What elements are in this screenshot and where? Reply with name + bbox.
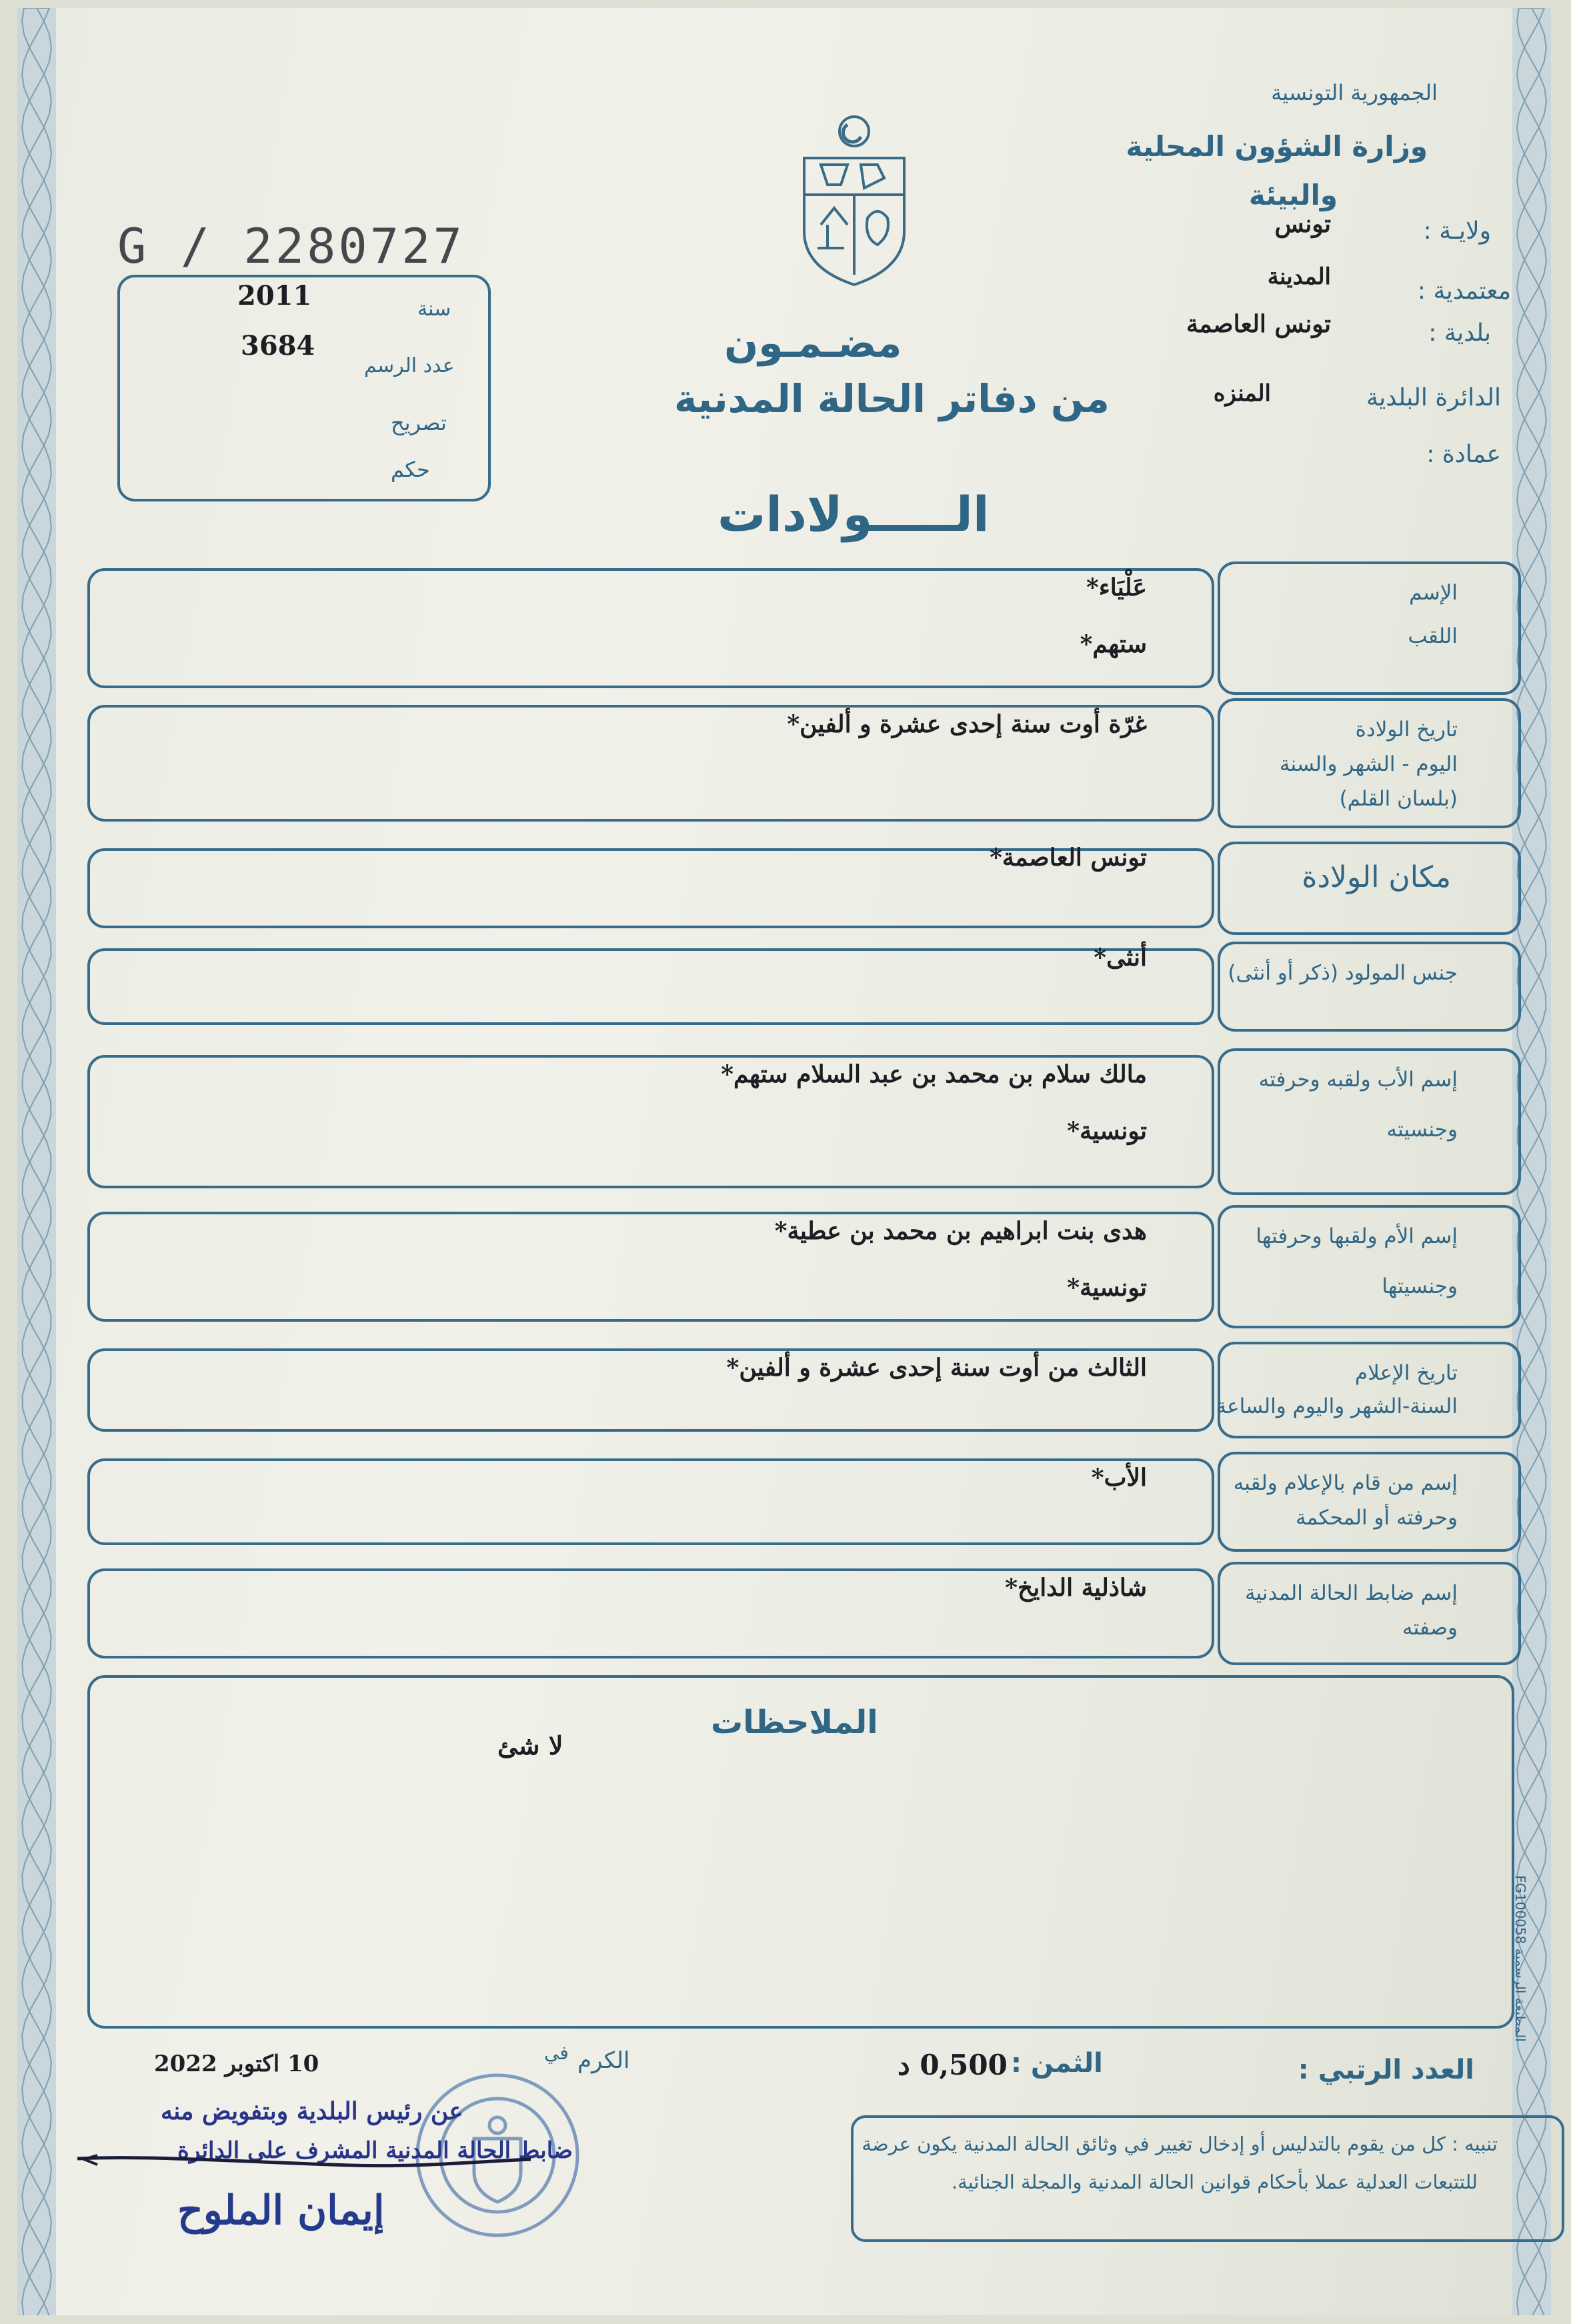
document-serial-number: G / 2280727 [117, 218, 465, 274]
motamadia-value: المدينة [1267, 263, 1331, 290]
field-value: تونس العاصمة* [990, 844, 1147, 872]
field-value-box [87, 1458, 1214, 1545]
price-label: الثمن : [1011, 2048, 1103, 2079]
baladia-label: بلدية : [1428, 319, 1491, 347]
field-value: الثالث من أوت سنة إحدى عشرة و ألفين* [726, 1354, 1147, 1382]
daira-label: الدائرة البلدية [1366, 384, 1501, 411]
field-label: (بلسان القلم) [1339, 787, 1458, 811]
issue-date-prefix: في [544, 2042, 569, 2064]
serial-order-label: العدد الرتبي : [1298, 2055, 1474, 2085]
field-label: إسم الأب ولقبه وحرفته [1258, 1068, 1458, 1092]
motamadia-label: معتمدية : [1417, 277, 1511, 305]
field-value: تونسية* [1067, 1117, 1147, 1145]
field-value: ستهم* [1080, 630, 1147, 658]
field-label-box [1218, 1342, 1521, 1438]
issue-place: الكرم [577, 2047, 630, 2074]
field-label-box [1218, 1562, 1521, 1665]
field-label: السنة-الشهر واليوم والساعة [1216, 1394, 1458, 1418]
field-label-box [1218, 1205, 1521, 1328]
officer-delegation-line: عن رئيس البلدية وبتفويض منه [161, 2097, 463, 2125]
field-label: وجنسيتها [1382, 1274, 1458, 1298]
field-label: إسم الأم ولقبها وحرفتها [1256, 1224, 1458, 1248]
warning-line-1: تنبيه : كل من يقوم بالتدليس أو إدخال تغيير في وثائق الحالة المدنية يكون عرضة [862, 2133, 1498, 2155]
field-value-box [87, 568, 1214, 688]
remarks-value: لا شئ [497, 1730, 563, 1761]
declaration-label: تصريح [391, 410, 447, 435]
title-registers: من دفاتر الحالة المدنية [674, 376, 1110, 421]
warning-line-2: للتتبعات العدلية عملا بأحكام قوانين الحالة المدنية والمجلة الجنائية. [951, 2171, 1478, 2193]
tunisia-coat-of-arms-icon [791, 108, 918, 288]
judgment-label: حكم [391, 457, 430, 482]
field-label: الإسم [1409, 581, 1458, 605]
left-border-pattern [17, 8, 56, 2315]
field-label-box [1218, 942, 1521, 1032]
field-label: إسم من قام بالإعلام ولقبه [1233, 1471, 1458, 1495]
ministry-line-2: والبيئة [1248, 179, 1338, 211]
title-births: الـــــولادات [717, 486, 990, 542]
field-label: اليوم - الشهر والسنة [1279, 752, 1458, 776]
field-label: وحرفته أو المحكمة [1296, 1506, 1458, 1530]
field-label: اللقب [1408, 624, 1458, 648]
remarks-title: الملاحظات [711, 1704, 878, 1741]
signer-name: إيمان الملوح [177, 2187, 385, 2234]
field-value: عَلْيَاء* [1086, 573, 1147, 602]
price-value: 0,500 د [898, 2049, 1008, 2081]
wilaya-value: تونس [1274, 210, 1331, 238]
field-value-box [87, 948, 1214, 1025]
printer-reference: المطبعة الرسمية FG100058 [1512, 1875, 1528, 2042]
field-label: تاريخ الولادة [1355, 718, 1458, 742]
left-security-border [17, 8, 56, 2315]
field-value: شاذلية الدايخ* [1005, 1574, 1147, 1602]
field-label: تاريخ الإعلام [1354, 1361, 1458, 1385]
daira-value: المنزه [1213, 380, 1271, 407]
birth-certificate-document [17, 8, 1551, 2315]
record-number-value: 3684 [241, 330, 315, 361]
title-extract: مضـمـون [724, 320, 902, 367]
omada-label: عمادة : [1426, 441, 1501, 468]
field-value: هدى بنت ابراهيم بن محمد بن عطية* [774, 1217, 1147, 1245]
officer-title-line: ضابط الحالة المدنية المشرف على الدائرة [177, 2137, 573, 2164]
field-label-box [1218, 561, 1521, 695]
wilaya-label: ولايـة : [1423, 217, 1491, 245]
field-label: وصفته [1402, 1616, 1458, 1640]
field-value: أنثى* [1094, 944, 1147, 972]
field-label: مكان الولادة [1302, 860, 1451, 894]
field-label-box [1218, 1452, 1521, 1552]
year-value: 2011 [237, 280, 312, 311]
field-value: الأب* [1091, 1464, 1147, 1492]
field-label: جنس المولود (ذكر أو أنثى) [1228, 961, 1458, 985]
baladia-value: تونس العاصمة [1186, 310, 1331, 338]
year-label: سنة [417, 297, 451, 321]
issue-date: 10 اكتوبر 2022 [154, 2051, 319, 2077]
ministry-line-1: وزارة الشؤون المحلية [1126, 130, 1428, 163]
record-number-label: عدد الرسم [364, 354, 455, 377]
field-value: تونسية* [1067, 1274, 1147, 1302]
field-value: غرّة أوت سنة إحدى عشرة و ألفين* [787, 710, 1147, 738]
republic-name: الجمهورية التونسية [1271, 80, 1438, 105]
field-value: مالك سلام بن محمد بن عبد السلام ستهم* [721, 1060, 1147, 1088]
field-label: إسم ضابط الحالة المدنية [1244, 1581, 1458, 1605]
field-label: وجنسيته [1386, 1118, 1458, 1142]
